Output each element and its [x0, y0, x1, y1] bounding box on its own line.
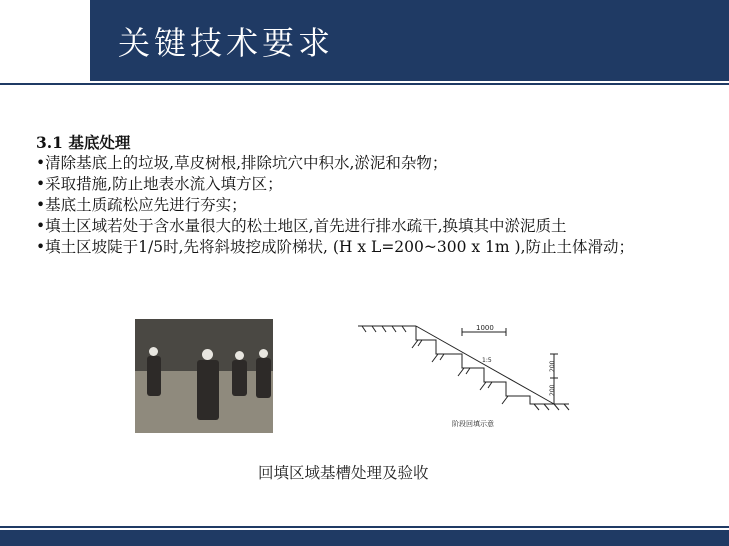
worker-helmet	[235, 351, 244, 360]
worker-helmet	[202, 349, 213, 360]
worker-figure	[197, 360, 219, 420]
slope-label: 1:5	[482, 357, 492, 364]
section-heading: 3.1 基底处理	[36, 133, 131, 152]
worker-helmet	[259, 349, 268, 358]
figure-caption: 回填区域基槽处理及验收	[258, 464, 429, 482]
footer-divider	[0, 526, 729, 528]
site-photo	[135, 319, 273, 433]
bullet-item: •采取措施,防止地表水流入填方区；	[36, 175, 283, 193]
worker-helmet	[149, 347, 158, 356]
slide-title: 关键技术要求	[118, 24, 335, 62]
bullet-item: •清除基底上的垃圾,草皮树根,排除坑穴中积水,淤泥和杂物；	[36, 154, 448, 172]
bullet-item: •填土区坡陡于1/5时,先将斜坡挖成阶梯状, (H x L=200~300 x 1m ),防止土体滑动；	[36, 238, 635, 256]
worker-figure	[147, 356, 161, 396]
content-body	[36, 132, 716, 258]
footer-bar	[0, 530, 729, 546]
worker-figure	[232, 360, 247, 396]
step-backfill-diagram	[354, 318, 589, 438]
bullet-item: •填土区域若处于含水量很大的松土地区,首先进行排水疏干,换填其中淤泥质土	[36, 217, 567, 235]
bullet-item: •基底土质疏松应先进行夯实；	[36, 196, 247, 214]
worker-figure	[256, 358, 271, 398]
dim-height-label-2: 200	[549, 384, 556, 396]
dim-height-label-1: 200	[549, 360, 556, 372]
diagram-caption: 阶段回填示意	[452, 420, 494, 428]
header-divider	[0, 83, 729, 85]
dim-width-label: 1000	[476, 324, 494, 332]
